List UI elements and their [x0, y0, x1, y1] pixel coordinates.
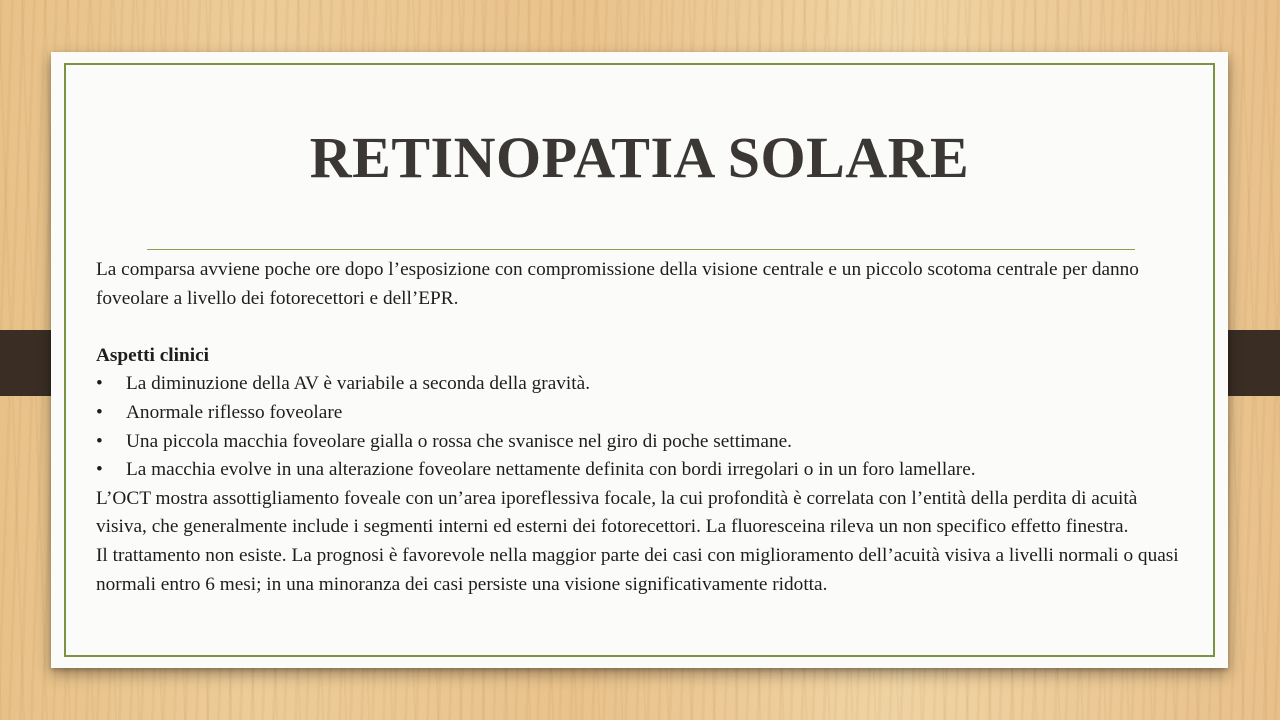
bullet-dot: •	[96, 459, 103, 481]
list-item	[96, 399, 1186, 428]
section-heading: Aspetti clinici	[96, 344, 209, 366]
list-item-text: Anormale riflesso foveolare	[126, 401, 343, 423]
list-item	[96, 370, 1186, 399]
slide-body	[96, 256, 1186, 599]
intro-paragraph: La comparsa avviene poche ore dopo l’esposizione con compromissione della visione centrale e un piccolo scotoma centrale per danno foveolare a livello dei fotorecettori e dell’EPR.	[96, 259, 1139, 309]
list-item-text: La diminuzione della AV è variabile a seconda della gravità.	[126, 373, 591, 395]
bullet-dot: •	[96, 373, 103, 395]
treatment-paragraph: Il trattamento non esiste. La prognosi è favorevole nella maggior parte dei casi con miglioramento dell’acuità visiva a livelli normali o quasi normali entro 6 mesi; in una minoranza dei casi persiste una visione significativamente ridotta.	[96, 544, 1179, 595]
list-item-text: La macchia evolve in una alterazione foveolare nettamente definita con bordi irregolari o in un foro lamellare.	[126, 459, 976, 481]
paragraph-spacer	[96, 313, 1186, 342]
list-item	[96, 456, 1186, 485]
bullet-dot: •	[96, 430, 103, 452]
slide-title: RETINOPATIA SOLARE	[309, 125, 970, 190]
clinical-aspects-list	[96, 370, 1186, 484]
list-item-text: Una piccola macchia foveolare gialla o rossa che svanisce nel giro di poche settimane.	[126, 430, 793, 452]
slide	[51, 52, 1228, 668]
oct-paragraph: L’OCT mostra assottigliamento foveale con un’area iporeflessiva focale, la cui profondità è correlata con l’entità della perdita di acuità visiva, che generalmente include i segmenti interni ed esterni dei fotorecettori. La fluoresceina rileva un non specifico effetto finestra.	[96, 487, 1138, 538]
bullet-dot: •	[96, 401, 103, 423]
list-item	[96, 428, 1186, 457]
title-divider	[147, 249, 1135, 250]
